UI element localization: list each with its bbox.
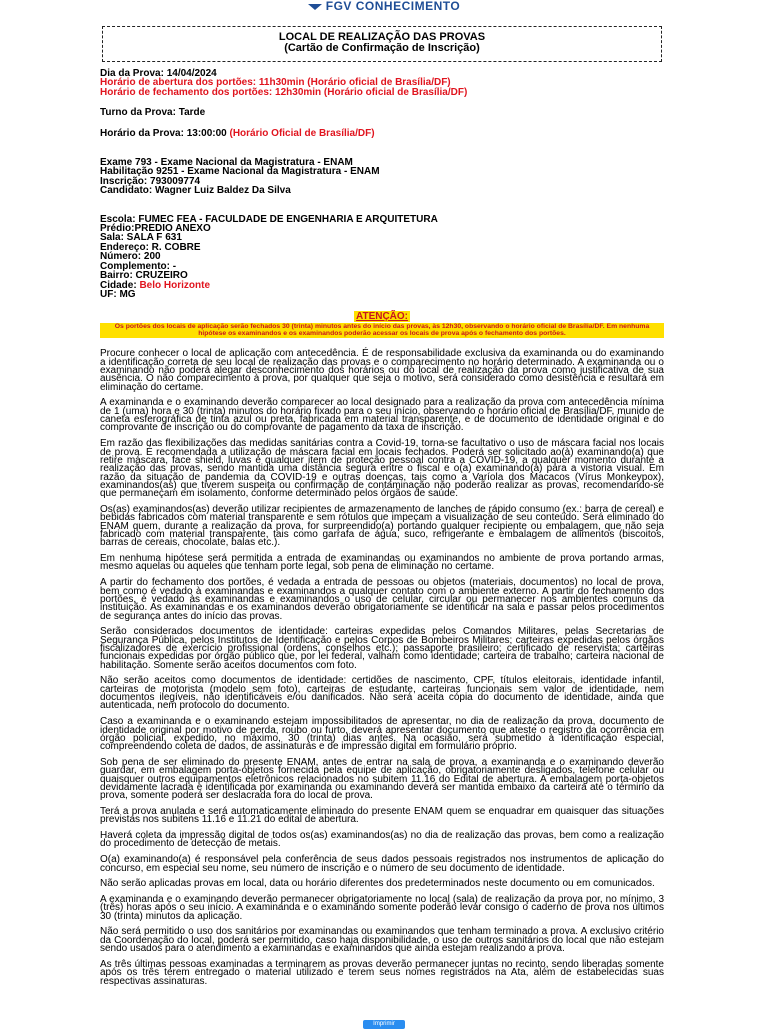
instruction-paragraph: Em nenhuma hipótese será permitida a entrada de examinandas ou examinandos no ambiente de prova portando armas, mesmo aquelas ou aqueles que tenham porte legal, sob pena de eliminação no certame. <box>100 553 664 573</box>
address-complement: Complemento: - <box>100 260 177 272</box>
instruction-paragraph: O(a) examinando(a) é responsável pela conferência de seus dados pessoais registrados nos instrumentos de aplicação do concurso, em especial seu nome, seu número de inscrição e o número de seu documento de identidade. <box>100 854 664 874</box>
instruction-paragraph: Os(as) examinandos(as) deverão utilizar recipientes de armazenamento de lanches de rápido consumo (ex.: barra de cereal) e bebidas fabricados com material transparente e sem rótulos que impeçam a visualização de seu conteúdo. Será eliminado do ENAM quem, durante a realização da prova, for surpreendido(a) portando qualquer recipiente ou embalagem, que não seja fabricado com material transparente, tais como garrafa de água, suco, refrigerante e embalagem de alimentos (biscoitos, barras de cereais, chocolate, balas etc.). <box>100 503 664 549</box>
print-button[interactable]: Imprimir <box>363 1020 405 1029</box>
print-area <box>0 1012 768 1030</box>
instruction-paragraph: A partir do fechamento dos portões, é vedada a entrada de pessoas ou objetos (materiais, documentos) no local de prova, bem como é vedado à examinandas e examinandos a qualquer contato com o ambiente externo. A partir do fechamento dos portões, é vedado às examinandas e examinandos o uso de celular, circular ou permanecer nos ambientes comuns da instituição. As examinandas e os examinandos deverão obrigatoriamente se identificar na sala e passar pelos procedimentos de segurança antes do início das provas. <box>100 577 664 622</box>
page-title: LOCAL DE REALIZAÇÃO DAS PROVAS <box>278 31 486 43</box>
qualification: Habilitação 9251 - Exame Nacional da Magistratura - ENAM <box>100 166 380 178</box>
instruction-paragraph: Haverá coleta da impressão digital de todos os(as) examinandos(as) no dia de realização das provas, bem como a realização do procedimento de detecção de metais. <box>100 830 664 850</box>
instruction-paragraph: A examinanda e o examinando deverão comparecer ao local designado para a realização da prova com antecedência mínima de 1 (uma) hora e 30 (trinta) minutos do horário fixado para o seu início, observando o horário oficial de Brasília/DF, munido de caneta esferográfica de tinta azul ou preta, fabricada em material transparente, e de documento de identidade original e do comprovante de inscrição ou do comprovante de pagamento da taxa de inscrição. <box>100 397 664 434</box>
confirmation-card <box>98 14 666 1010</box>
attention-title: ATENÇÃO: <box>355 311 409 323</box>
gates-open-time: Horário de abertura dos portões: 11h30min (Horário oficial de Brasília/DF) <box>100 77 451 89</box>
card-header <box>102 26 662 62</box>
city-name: Belo Horizonte <box>139 279 211 291</box>
city-label: Cidade: <box>100 279 137 291</box>
instruction-paragraph: Em razão das flexibilizações das medidas sanitárias contra a Covid-19, torna-se facultativo o uso de máscara facial nos locais de prova. É recomendada a utilização de máscara facial em locais fechados. Poderá ser solicitado ao(à) examinando(a) que retire máscara, face shield, luvas e qualquer item de proteção pessoal contra a COVID-19, a qualquer momento durante a realização das provas, sendo mantida uma distância segura entre o fiscal e o(a) examinando(a) para a vistoria visual. Em razão da situação de pandemia da COVID-19 e outras doenças, tais como a Varíola dos Macacos (Vírus Monkeypox), examinandos(as) que tiverem suspeita ou confirmação de contaminação não poderão realizar as provas, recomendando-se que permaneçam em isolamento, conforme determinado pelos órgãos de saúde. <box>100 438 664 500</box>
instruction-paragraph: Serão considerados documentos de identidade: carteiras expedidas pelos Comandos Militares, pelas Secretarias de Segurança Pública, pelos Institutos de Identificação e pelos Corpos de Bombeiros Militares; carteiras expedidas pelos órgãos fiscalizadores de exercício profissional (ordens, conselhos etc.); passaporte brasileiro; certificado de reservista; carteiras funcionais expedidas por órgão público que, por lei federal, valham como identidade; carteira de trabalho; carteira nacional de habilitação. Somente serão aceitos documentos com foto. <box>100 626 664 671</box>
instructions <box>100 350 664 986</box>
exam-name: Exame 793 - Exame Nacional da Magistratura - ENAM <box>100 157 353 169</box>
exam-date: Dia da Prova: 14/04/2024 <box>100 68 217 79</box>
instruction-paragraph: Não serão aceitos como documentos de identidade: certidões de nascimento, CPF, títulos eleitorais, identidade infantil, carteiras de motorista (modelo sem foto), carteiras de estudante, carteiras funcionais sem valor de identidade, nem documentos ilegíveis, não identificáveis e/ou danificados. Não será aceita cópia do documento de identidade, ainda que autenticada, nem protocolo do documento. <box>100 675 664 712</box>
room: Sala: SALA F 631 <box>100 232 182 244</box>
instruction-paragraph: Sob pena de ser eliminado do presente ENAM, antes de entrar na sala de prova, a examinanda e o examinando deverão guardar, em embalagem porta-objetos fornecida pela equipe de aplicação, obrigatoriamente desligados, telefone celular ou quaisquer outros equipamentos eletrônicos relacionados no subitem 11.16 do Edital de abertura. A embalagem porta-objetos devidamente lacrada e identificada por examinanda ou examinando deverá ser mantida embaixo da carteira até o término da prova, somente poderá ser deslacrada fora do local de prova. <box>100 756 664 802</box>
city <box>100 281 664 290</box>
location-info <box>98 215 666 300</box>
school-name: Escola: FUMEC FEA - FACULDADE DE ENGENHARIA E ARQUITETURA <box>100 213 438 225</box>
brand-header <box>0 0 768 14</box>
instruction-paragraph: Caso a examinanda e o examinando estejam impossibilitados de apresentar, no dia de realização da prova, documento de identidade original por motivo de perda, roubo ou furto, deverá apresentar documento que ateste o registro da ocorrência em órgão policial, expedido, no máximo, 30 (trinta) dias antes. Na ocasião, será submetido à identificação especial, compreendendo coleta de dados, de assinaturas e de impressão digital em formulário próprio. <box>100 716 664 753</box>
candidate-info <box>98 158 666 196</box>
address-number: Número: 200 <box>100 251 161 263</box>
instruction-paragraph: Não serão aplicadas provas em local, data ou horário diferentes dos predeterminados neste documento ou em comunicados. <box>100 878 655 890</box>
attention-text: Os portões dos locais de aplicação serão fechados 30 (trinta) minutos antes do início das provas, às 12h30, observando o horário oficial de Brasília/DF. Em nenhuma hipótese os examinandos e os examinandos poderão acessar os locais de prova após o fechamento dos portões. <box>100 323 664 338</box>
page-subtitle: (Cartão de Confirmação de Inscrição) <box>284 42 480 54</box>
exam-time-note: (Horário Oficial de Brasília/DF) <box>229 127 375 139</box>
address: Endereço: R. COBRE <box>100 241 201 253</box>
instruction-paragraph: Procure conhecer o local de aplicação com antecedência. É de responsabilidade exclusiva da examinanda ou do examinando a identificação correta de seu local de realização das provas e o comparecimento no horário determinado. A examinanda ou o examinando não poderá alegar desconhecimento dos horários ou do local de realização da prova como justificativa de sua ausência. O não comparecimento à prova, por qualquer que seja o motivo, será considerado como desistência e resultará em eliminação do certame. <box>100 348 664 393</box>
exam-time-label: Horário da Prova: 13:00:00 <box>100 127 227 139</box>
attention-notice <box>98 311 666 338</box>
district: Bairro: CRUZEIRO <box>100 270 188 282</box>
instruction-paragraph: A examinanda e o examinando deverão permanecer obrigatoriamente no local (sala) de realização da prova por, no mínimo, 3 (três) horas após o seu início. A examinanda e o examinando somente poderão levar consigo o caderno de prova nos últimos 30 (trinta) minutos da aplicação. <box>100 894 664 922</box>
exam-shift: Turno da Prova: Tarde <box>100 107 206 119</box>
exam-time <box>100 129 664 138</box>
registration-number: Inscrição: 793009774 <box>100 175 201 187</box>
fgv-logo-icon <box>308 3 322 11</box>
candidate-name: Candidato: Wagner Luiz Baldez Da Silva <box>100 185 291 197</box>
instruction-paragraph: Terá a prova anulada e será automaticamente eliminado do presente ENAM quem se enquadrar em quaisquer das situações previstas nos subitens 11.16 e 11.21 do edital de abertura. <box>100 806 664 826</box>
state: UF: MG <box>100 288 136 300</box>
brand-name: FGV CONHECIMENTO <box>325 0 461 13</box>
building: Prédio:PREDIO ANEXO <box>100 223 211 235</box>
gates-close-time: Horário de fechamento dos portões: 12h30min (Horário oficial de Brasília/DF) <box>100 86 468 98</box>
instruction-paragraph: As três últimas pessoas examinadas a terminarem as provas deverão permanecer juntas no recinto, sendo liberadas somente após os três terem entregado o material utilizado e terem seus nomes registrados na Ata, além de estabelecidas suas respectivas assinaturas. <box>100 958 664 987</box>
instruction-paragraph: Não será permitido o uso dos sanitários por examinandas ou examinandos que tenham terminado a prova. A exclusivo critério da Coordenação do local, poderá ser permitido, caso haja disponibilidade, o uso de outros sanitários do local que não estejam sendo usados para o atendimento a examinandas e examinandos que ainda estejam realizando a prova. <box>100 926 664 955</box>
